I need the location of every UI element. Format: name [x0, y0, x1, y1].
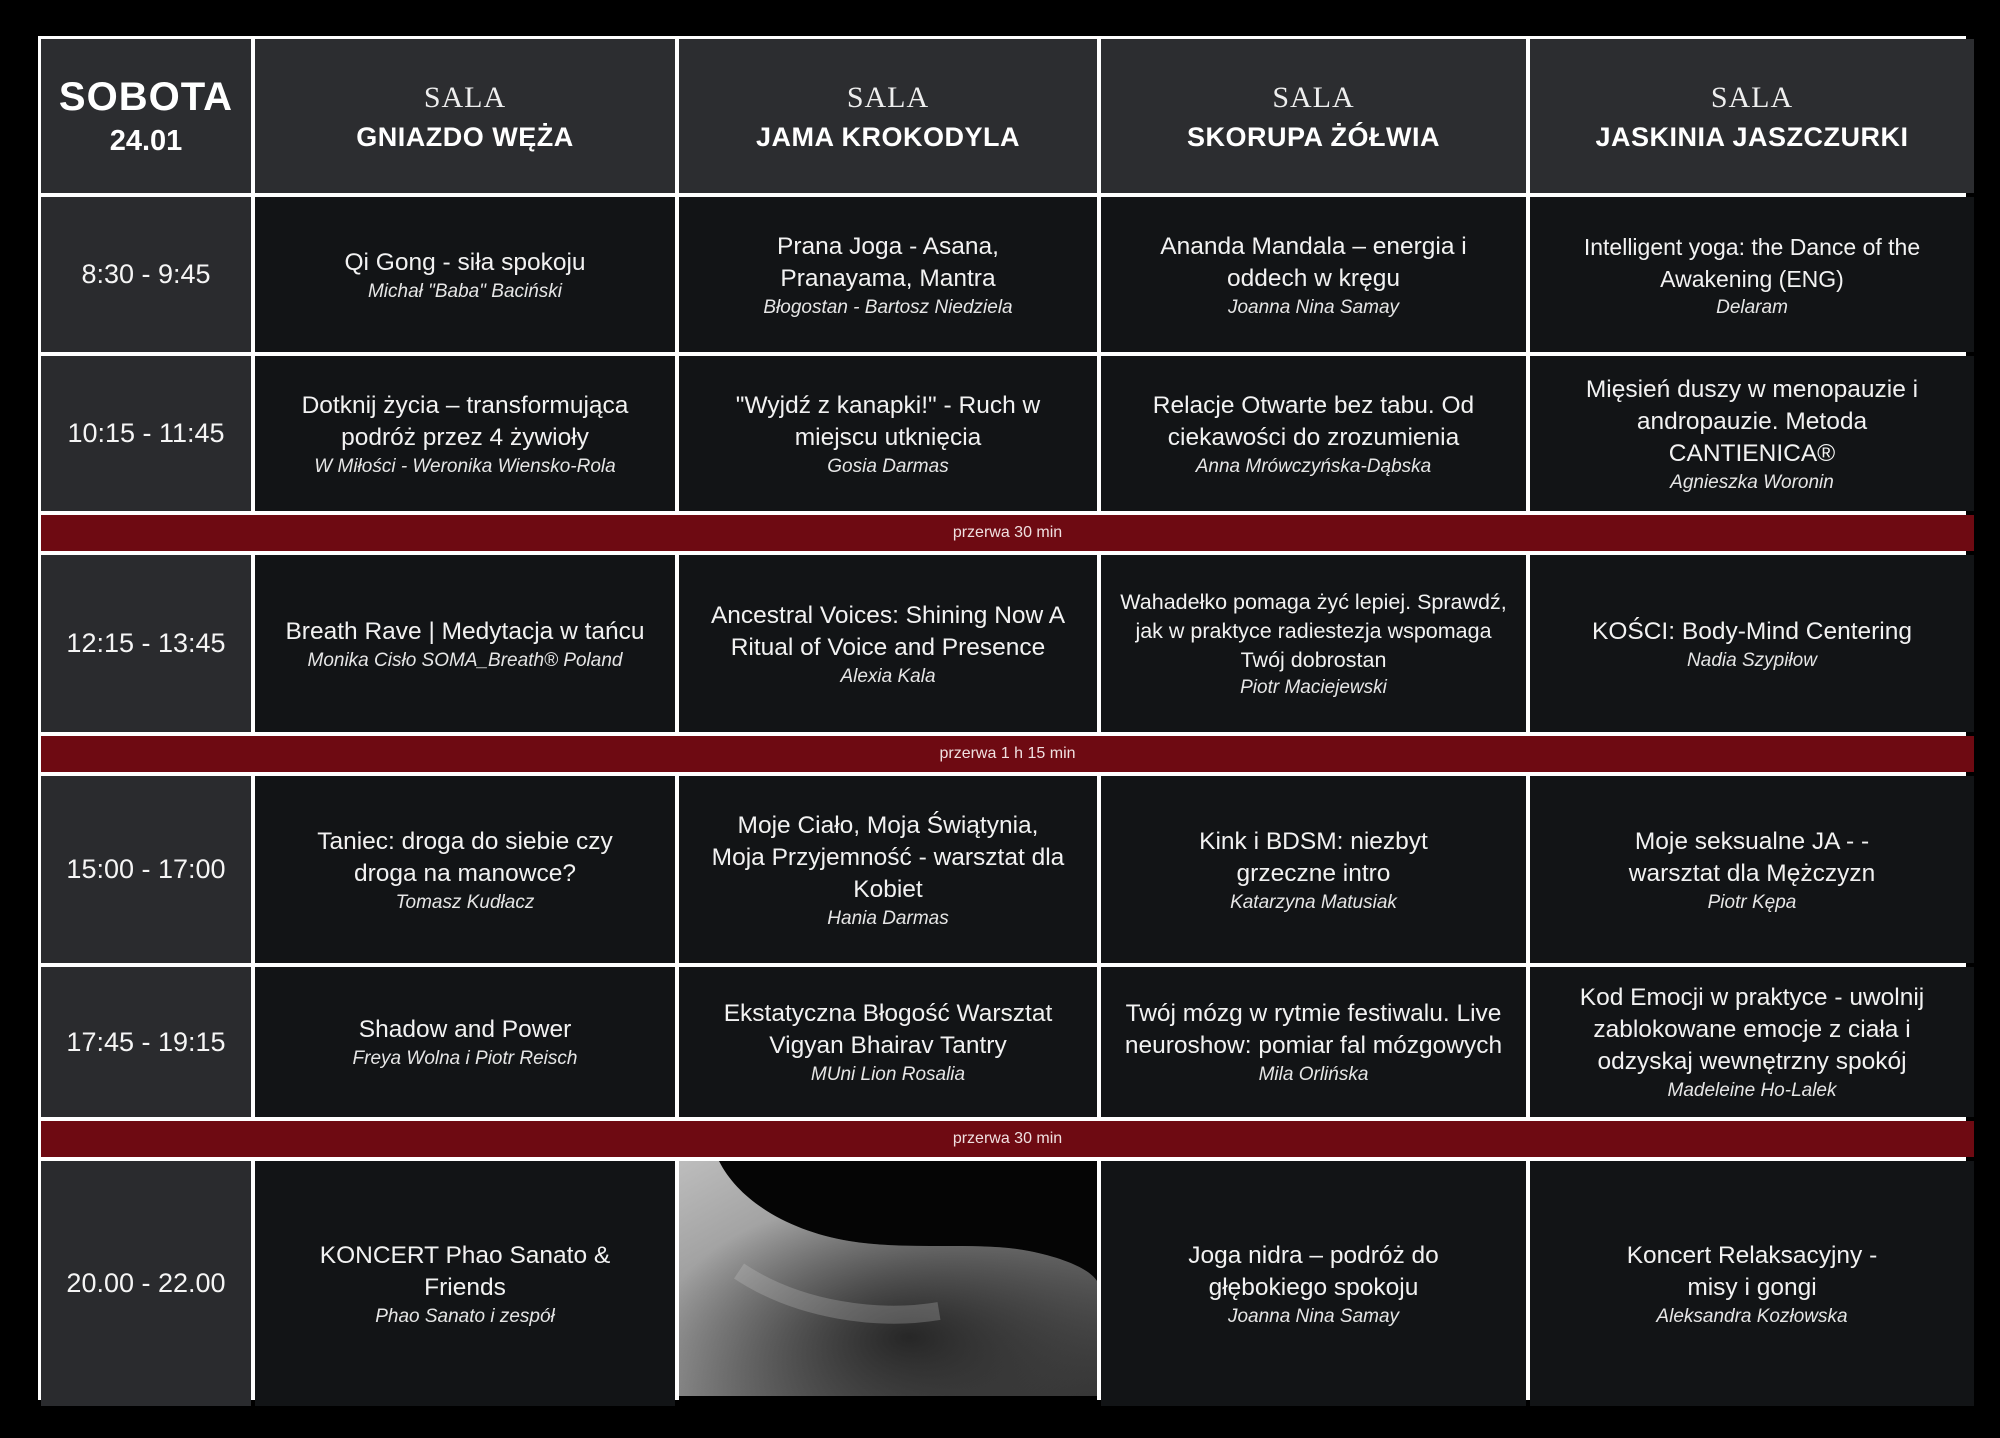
session-host: Freya Wolna i Piotr Reisch [352, 1048, 578, 1069]
session-cell [255, 967, 675, 1117]
session-host: Hania Darmas [827, 907, 949, 929]
day-date: 24.01 [109, 124, 183, 157]
sala-label: SALA [846, 80, 930, 114]
session-title: Ancestral Voices: Shining Now A Ritual of Voice and Presence [710, 601, 1066, 661]
room-name: SKORUPA ŻÓŁWIA [1187, 121, 1440, 152]
room-header-2 [679, 39, 1097, 193]
session-host: Gosia Darmas [827, 455, 949, 477]
session-host: Agnieszka Woronin [1670, 471, 1834, 493]
session-title: Koncert Relaksacyjny - misy i gongi [1626, 1241, 1878, 1301]
room-name: JASKINIA JASZCZURKI [1595, 121, 1909, 152]
session-host: Aleksandra Kozłowska [1656, 1305, 1848, 1327]
session-title: Breath Rave | Medytacja w tańcu [285, 617, 645, 645]
room-name: GNIAZDO WĘŻA [356, 121, 574, 152]
time-slot: 8:30 - 9:45 [41, 197, 251, 352]
session-host: Mila Orlińska [1258, 1064, 1369, 1085]
session-cell [1101, 776, 1526, 963]
session-host: Anna Mrówczyńska-Dąbska [1195, 455, 1432, 477]
session-host: Katarzyna Matusiak [1230, 891, 1397, 913]
session-title: Qi Gong - siła spokoju [344, 248, 586, 276]
session-host: Tomasz Kudłacz [395, 891, 535, 913]
session-cell [1101, 197, 1526, 352]
session-cell [1530, 197, 1974, 352]
session-cell [679, 197, 1097, 352]
session-title: "Wyjdź z kanapki!" - Ruch w miejscu utknięcia [735, 391, 1041, 451]
session-title: Taniec: droga do siebie czy droga na manowce? [317, 827, 613, 887]
session-host: Madeleine Ho-Lalek [1667, 1080, 1837, 1101]
session-cell [255, 1161, 675, 1406]
session-host: Delaram [1716, 296, 1788, 318]
sala-label: SALA [423, 80, 507, 114]
room-header-4 [1530, 39, 1974, 193]
session-cell [255, 555, 675, 732]
session-title: Shadow and Power [358, 1016, 572, 1043]
session-cell [1530, 776, 1974, 963]
session-cell [679, 356, 1097, 511]
room-name: JAMA KROKODYLA [755, 121, 1020, 152]
room-header-1 [255, 39, 675, 193]
session-host: MUni Lion Rosalia [810, 1064, 966, 1085]
session-title: Twój mózg w rytmie festiwalu. Live neuroshow: pomiar fal mózgowych [1124, 1000, 1503, 1059]
session-host: W Miłości - Weronika Wiensko-Rola [314, 455, 616, 477]
session-title: Prana Joga - Asana, Pranayama, Mantra [776, 232, 999, 292]
session-host: Michał "Baba" Baciński [367, 280, 563, 302]
session-cell [1530, 967, 1974, 1117]
break-bar: przerwa 30 min [41, 515, 1974, 551]
session-title: Intelligent yoga: the Dance of the Awakening (ENG) [1583, 233, 1921, 292]
session-title: Moje Ciało, Moja Świątynia, Moja Przyjemność - warsztat dla Kobiet [711, 811, 1065, 903]
time-slot: 20.00 - 22.00 [41, 1161, 251, 1406]
session-cell [1101, 1161, 1526, 1406]
sala-label: SALA [1272, 80, 1355, 114]
session-host: Błogostan - Bartosz Niedziela [763, 296, 1013, 318]
session-cell [255, 197, 675, 352]
session-title: Relacje Otwarte bez tabu. Od ciekawości do zrozumienia [1152, 391, 1475, 451]
sala-label: SALA [1710, 80, 1794, 114]
session-cell [1101, 967, 1526, 1117]
session-cell [1101, 555, 1526, 732]
day-name: SOBOTA [58, 74, 234, 119]
time-slot: 15:00 - 17:00 [41, 776, 251, 963]
session-title: Dotknij życia – transformująca podróż przez 4 żywioły [301, 391, 629, 451]
session-title: Ananda Mandala – energia i oddech w kręgu [1160, 232, 1467, 292]
session-host: Joanna Nina Samay [1227, 1305, 1400, 1327]
time-slot: 10:15 - 11:45 [41, 356, 251, 511]
session-title: Joga nidra – podróż do głębokiego spokoju [1188, 1241, 1439, 1301]
session-host: Alexia Kala [840, 665, 936, 687]
session-host: Monika Cisło SOMA_Breath® Poland [307, 649, 623, 671]
time-slot: 12:15 - 13:45 [41, 555, 251, 732]
session-cell [1530, 1161, 1974, 1406]
session-cell [255, 776, 675, 963]
session-cell [255, 356, 675, 511]
body-silhouette-image [679, 1161, 1097, 1396]
session-title: KONCERT Phao Sanato & Friends [319, 1241, 611, 1301]
session-cell [1530, 356, 1974, 511]
session-host: Piotr Maciejewski [1240, 677, 1387, 698]
time-slot: 17:45 - 19:15 [41, 967, 251, 1117]
session-host: Nadia Szypiłow [1687, 649, 1817, 671]
session-title: Mięsień duszy w menopauzie i andropauzie. Metoda CANTIENICA® [1585, 375, 1919, 467]
schedule-grid [38, 36, 1966, 1400]
session-cell [679, 776, 1097, 963]
break-bar: przerwa 30 min [41, 1121, 1974, 1157]
session-host: Joanna Nina Samay [1227, 296, 1400, 318]
session-host: Piotr Kępa [1707, 891, 1797, 913]
session-title: Ekstatyczna Błogość Warsztat Vigyan Bhairav Tantry [723, 1000, 1053, 1059]
session-title: KOŚCI: Body-Mind Centering [1592, 617, 1912, 645]
break-bar: przerwa 1 h 15 min [41, 736, 1974, 772]
decorative-photo [679, 1161, 1097, 1406]
session-title: Moje seksualne JA - - warsztat dla Mężczyzn [1628, 827, 1876, 887]
session-title: Wahadełko pomaga żyć lepiej. Sprawdź, jak w praktyce radiestezja wspomaga Twój dobrostan [1120, 590, 1507, 672]
session-host: Phao Sanato i zespół [375, 1305, 555, 1327]
session-cell [679, 967, 1097, 1117]
session-cell [1530, 555, 1974, 732]
session-cell [1101, 356, 1526, 511]
session-cell [679, 555, 1097, 732]
session-title: Kink i BDSM: niezbyt grzeczne intro [1199, 827, 1428, 887]
room-header-3 [1101, 39, 1526, 193]
day-header [41, 39, 251, 193]
session-title: Kod Emocji w praktyce - uwolnij zablokowane emocje z ciała i odzyskaj wewnętrzny spokój [1579, 984, 1925, 1075]
